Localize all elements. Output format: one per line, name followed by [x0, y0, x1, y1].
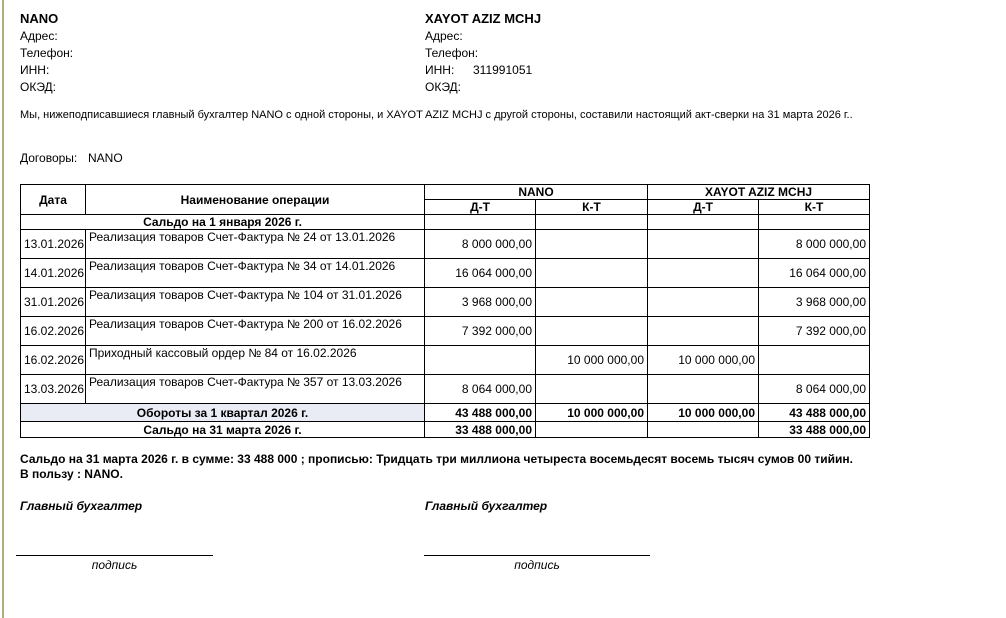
col-header-company1: NANO	[425, 185, 648, 200]
amount-cell	[648, 375, 759, 404]
turnover-row	[21, 404, 870, 422]
amount-cell	[536, 215, 648, 230]
col-header-operation: Наименование операции	[86, 185, 425, 215]
amount-cell	[536, 422, 648, 438]
amount-cell: 10 000 000,00	[536, 404, 648, 422]
amount-cell	[648, 317, 759, 346]
company-field	[425, 62, 541, 79]
operation-cell: Реализация товаров Счет-Фактура № 357 от 13.03.2026	[86, 375, 425, 404]
page-edge-strip	[2, 0, 4, 618]
amount-cell	[536, 375, 648, 404]
signature-line	[16, 555, 213, 556]
summary-line: Сальдо на 31 марта 2026 г. в сумме: 33 488 000 ; прописью: Тридцать три миллиона четыреста восемьдесят восемь тысяч сумов 00 тийин.	[20, 452, 853, 466]
operation-cell: Реализация товаров Счет-Фактура № 104 от 31.01.2026	[86, 288, 425, 317]
company-field	[425, 79, 541, 96]
field-label: ОКЭД:	[425, 80, 462, 94]
company-field	[425, 45, 541, 62]
amount-cell	[648, 288, 759, 317]
operation-cell: Реализация товаров Счет-Фактура № 200 от 16.02.2026	[86, 317, 425, 346]
amount-cell: 10 000 000,00	[536, 346, 648, 375]
amount-cell: 10 000 000,00	[648, 346, 759, 375]
amount-cell: 16 064 000,00	[759, 259, 870, 288]
in-favor-line: В пользу : NANO.	[20, 467, 123, 481]
amount-cell: 43 488 000,00	[425, 404, 536, 422]
col-header-debit: Д-Т	[648, 200, 759, 215]
closing-balance-label: Сальдо на 31 марта 2026 г.	[21, 422, 425, 438]
amount-cell: 43 488 000,00	[759, 404, 870, 422]
date-cell: 13.03.2026	[21, 375, 86, 404]
field-label: ИНН:	[425, 63, 455, 77]
turnover-label: Обороты за 1 квартал 2026 г.	[21, 404, 425, 422]
table-row	[21, 317, 870, 346]
operation-cell: Реализация товаров Счет-Фактура № 24 от 13.01.2026	[86, 230, 425, 259]
reconciliation-table	[20, 184, 870, 438]
accountant-label-left: Главный бухгалтер	[20, 499, 143, 513]
table-row	[21, 259, 870, 288]
col-header-date: Дата	[21, 185, 86, 215]
amount-cell: 33 488 000,00	[425, 422, 536, 438]
company-name: NANO	[20, 11, 59, 26]
date-cell: 31.01.2026	[21, 288, 86, 317]
amount-cell	[648, 230, 759, 259]
amount-cell	[648, 259, 759, 288]
date-cell: 16.02.2026	[21, 317, 86, 346]
accountant-label-right: Главный бухгалтер	[425, 499, 548, 513]
field-label: Адрес:	[425, 29, 463, 43]
amount-cell: 3 968 000,00	[759, 288, 870, 317]
amount-cell: 8 064 000,00	[425, 375, 536, 404]
signature-block-right	[424, 555, 650, 572]
field-label: ИНН:	[20, 63, 50, 77]
company-field	[20, 62, 73, 79]
amount-cell: 7 392 000,00	[425, 317, 536, 346]
date-cell: 16.02.2026	[21, 346, 86, 375]
company-field	[20, 28, 73, 45]
closing-balance-row	[21, 422, 870, 438]
date-cell: 14.01.2026	[21, 259, 86, 288]
field-value-inn: 311991051	[473, 63, 533, 77]
company-field	[20, 79, 73, 96]
amount-cell: 8 064 000,00	[759, 375, 870, 404]
signature-block-left	[16, 555, 213, 572]
field-label: Телефон:	[425, 46, 479, 60]
amount-cell: 3 968 000,00	[425, 288, 536, 317]
field-label: Адрес:	[20, 29, 58, 43]
amount-cell	[536, 230, 648, 259]
field-label: ОКЭД:	[20, 80, 57, 94]
signature-caption: подпись	[514, 558, 560, 572]
signature-line	[424, 555, 650, 556]
field-label: Телефон:	[20, 46, 74, 60]
opening-balance-row	[21, 215, 870, 230]
table-row	[21, 346, 870, 375]
date-cell: 13.01.2026	[21, 230, 86, 259]
table-header-row	[21, 185, 870, 200]
col-header-credit: К-Т	[536, 200, 648, 215]
signature-caption: подпись	[91, 558, 138, 572]
contracts-line	[20, 151, 123, 165]
col-header-company2: XAYOT AZIZ MCHJ	[648, 185, 870, 200]
table-row	[21, 375, 870, 404]
amount-cell: 8 000 000,00	[759, 230, 870, 259]
col-header-credit: К-Т	[759, 200, 870, 215]
amount-cell: 16 064 000,00	[425, 259, 536, 288]
contracts-label: Договоры:	[20, 151, 78, 165]
amount-cell: 33 488 000,00	[759, 422, 870, 438]
amount-cell: 8 000 000,00	[425, 230, 536, 259]
amount-cell: 7 392 000,00	[759, 317, 870, 346]
amount-cell	[425, 215, 536, 230]
amount-cell	[536, 317, 648, 346]
company-block-left	[20, 10, 73, 96]
operation-cell: Приходный кассовый ордер № 84 от 16.02.2026	[86, 346, 425, 375]
table-row	[21, 230, 870, 259]
amount-cell	[425, 346, 536, 375]
col-header-debit: Д-Т	[425, 200, 536, 215]
amount-cell	[759, 346, 870, 375]
intro-paragraph: Мы, нижеподписавшиеся главный бухгалтер NANO с одной стороны, и XAYOT AZIZ MCHJ с другой стороны, составили настоящий акт-сверки на 31 марта 2026 г..	[20, 109, 853, 121]
table-row	[21, 288, 870, 317]
amount-cell	[759, 215, 870, 230]
opening-balance-label: Сальдо на 1 января 2026 г.	[21, 215, 425, 230]
company-name: XAYOT AZIZ MCHJ	[425, 11, 542, 26]
amount-cell: 10 000 000,00	[648, 404, 759, 422]
amount-cell	[536, 288, 648, 317]
company-block-right	[425, 10, 541, 96]
amount-cell	[536, 259, 648, 288]
amount-cell	[648, 215, 759, 230]
company-field	[425, 28, 541, 45]
amount-cell	[648, 422, 759, 438]
company-field	[20, 45, 73, 62]
contracts-value: NANO	[88, 151, 123, 165]
operation-cell: Реализация товаров Счет-Фактура № 34 от 14.01.2026	[86, 259, 425, 288]
